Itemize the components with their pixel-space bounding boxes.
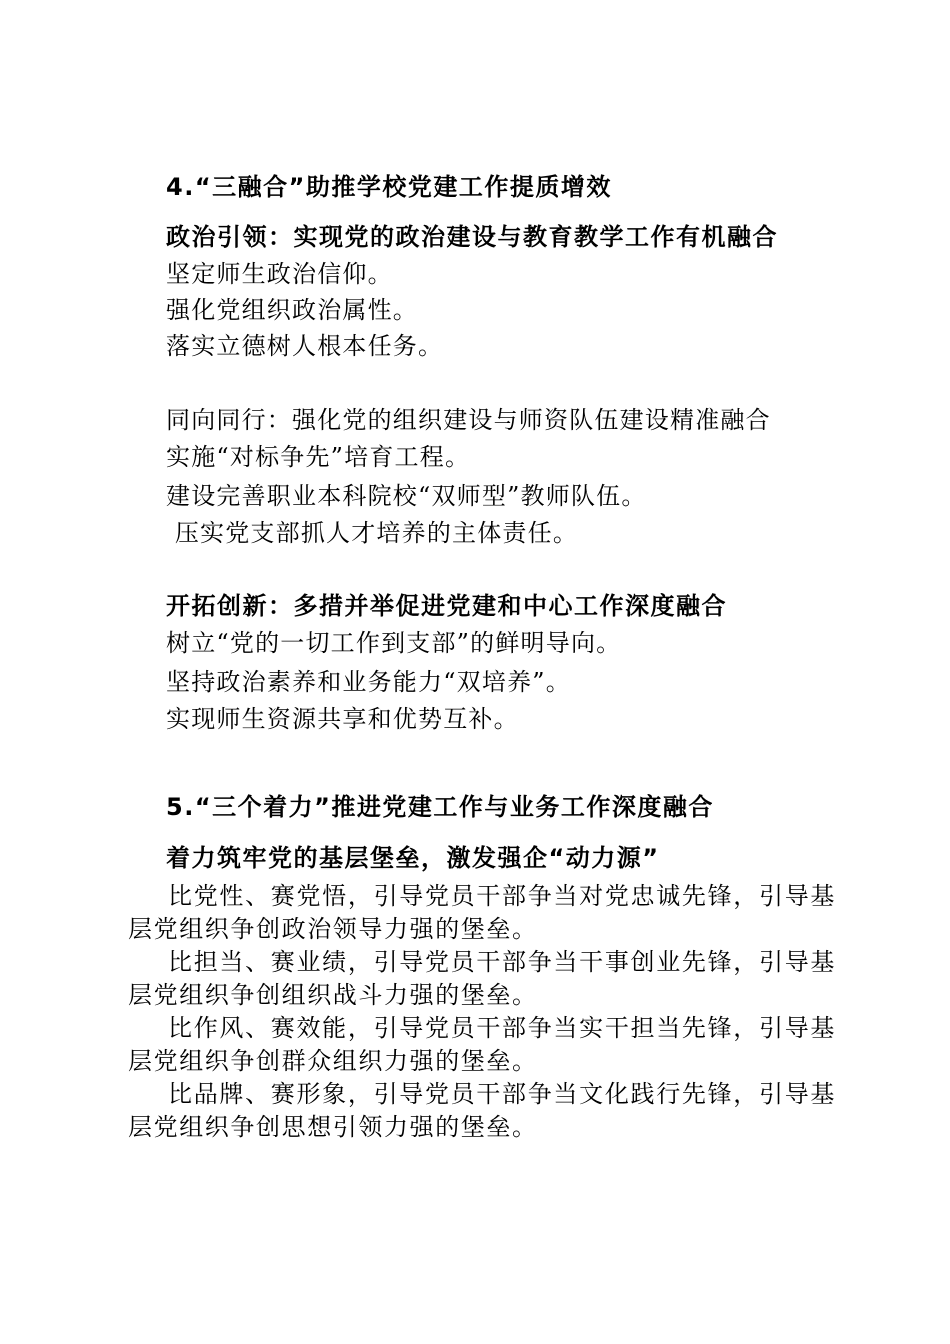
paragraph-4: 比品牌、赛形象，引导党员干部争当文化践行先锋，引导基层党组织争创思想引领力强的堡垒。 — [128, 1080, 836, 1141]
group-2-item-1: 实施“对标争先”培育工程。 — [166, 443, 471, 471]
section-4-heading: 4.“三融合”助推学校党建工作提质增效 — [166, 173, 612, 201]
paragraph-1: 比党性、赛党悟，引导党员干部争当对党忠诚先锋，引导基层党组织争创政治领导力强的堡垒。 — [128, 882, 836, 943]
paragraph-2: 比担当、赛业绩，引导党员干部争当干事创业先锋，引导基层党组织争创组织战斗力强的堡垒。 — [128, 948, 836, 1009]
group-2-item-2: 建设完善职业本科院校“双师型”教师队伍。 — [166, 482, 647, 510]
group-3-item-2: 坚持政治素养和业务能力“双培养”。 — [166, 668, 571, 696]
group-1-item-3: 落实立德树人根本任务。 — [166, 332, 444, 360]
section-5-heading: 5.“三个着力”推进党建工作与业务工作深度融合 — [166, 793, 714, 821]
group-1-item-2: 强化党组织政治属性。 — [166, 296, 418, 324]
group-2-item-3: 压实党支部抓人才培养的主体责任。 — [166, 519, 579, 547]
group-2-title: 同向同行：强化党的组织建设与师资队伍建设精准融合 — [166, 406, 771, 434]
group-1-item-1: 坚定师生政治信仰。 — [166, 260, 393, 288]
group-3-item-1: 树立“党的一切工作到支部”的鲜明导向。 — [166, 629, 622, 657]
group-1-title: 政治引领：实现党的政治建设与教育教学工作有机融合 — [166, 223, 778, 251]
section-5-subheading: 着力筑牢党的基层堡垒，激发强企“动力源” — [166, 844, 660, 872]
group-3-title: 开拓创新：多措并举促进党建和中心工作深度融合 — [166, 592, 727, 620]
group-3-item-3: 实现师生资源共享和优势互补。 — [166, 705, 519, 733]
paragraph-3: 比作风、赛效能，引导党员干部争当实干担当先锋，引导基层党组织争创群众组织力强的堡垒。 — [128, 1014, 836, 1075]
